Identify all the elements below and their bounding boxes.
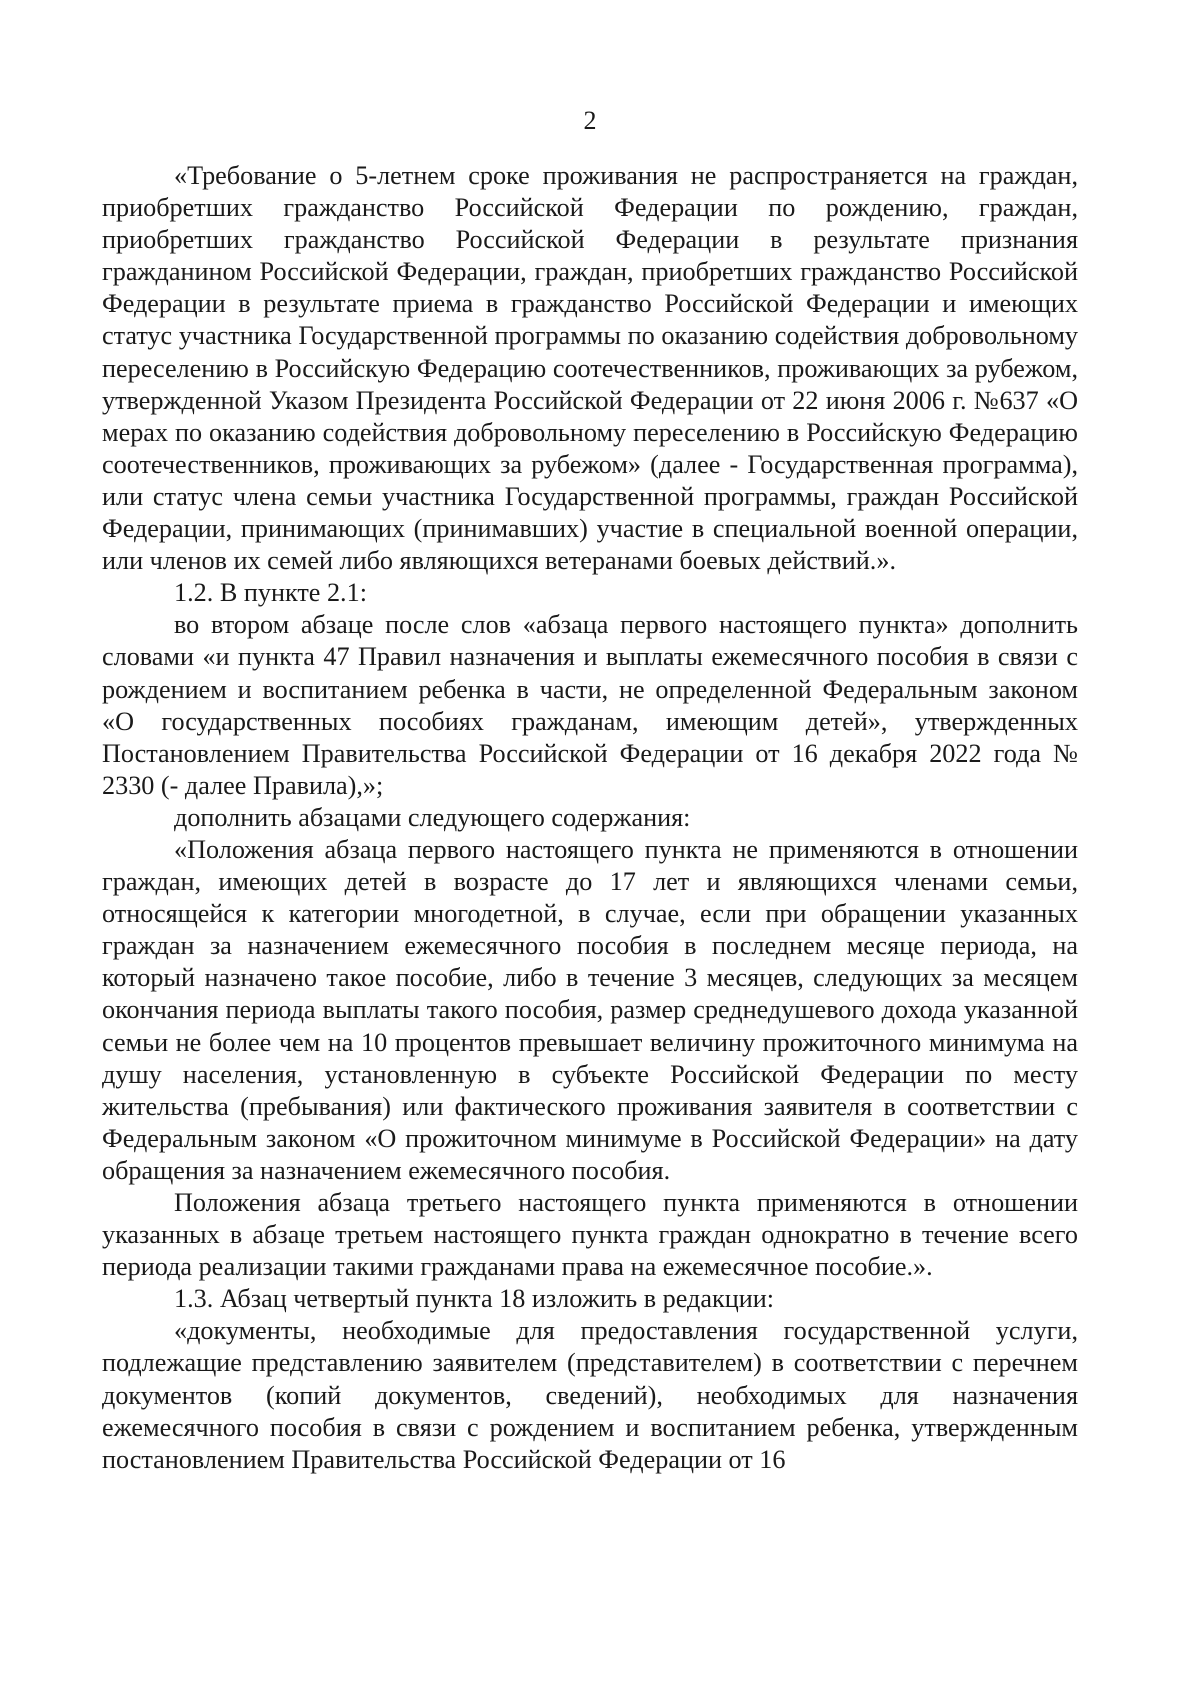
paragraph-item-1-2: 1.2. В пункте 2.1: (174, 578, 367, 608)
paragraph-third-abzac-provision: Положения абзаца третьего настоящего пункта применяются в отношении указанных в абзаце третьем настоящего пункта граждан однократно в течение всего периода реализации такими гражданами права на ежемесячное пособие.». (102, 1188, 1078, 1282)
paragraph-second-abzac-amendment: во втором абзаце после слов «абзаца первого настоящего пункта» дополнить словами «и пункта 47 Правил назначения и выплаты ежемесячного пособия в связи с рождением и воспитанием ребенка в части, не определенной Федеральным законом «О государственных пособиях гражданам, имеющим детей», утвержденных Постановлением Правительства Российской Федерации от 16 декабря 2022 года № 2330 (- далее Правила),»; (102, 610, 1078, 800)
paragraph-item-1-3: 1.3. Абзац четвертый пункта 18 изложить в редакции: (174, 1284, 775, 1314)
document-body (102, 160, 1078, 1476)
paragraph-documents-clause: «документы, необходимые для предоставления государственной услуги, подлежащие представлению заявителем (представителем) в соответствии с перечнем документов (копий документов, сведений), необходимых для назначения ежемесячного пособия в связи с рождением и воспитанием ребенка, утвержденным постановлением Правительства Российской Федерации от 16 (102, 1316, 1078, 1474)
paragraph-add-abzacs: дополнить абзацами следующего содержания: (174, 802, 691, 832)
paragraph-5-year-requirement: «Требование о 5-летнем сроке проживания не распространяется на граждан, приобретших гражданство Российской Федерации по рождению, граждан, приобретших гражданство Российской Федерации в результате признания гражданином Российской Федерации, граждан, приобретших гражданство Российской Федерации в результате приема в гражданство Российской Федерации и имеющих статус участника Государственной программы по оказанию содействия добровольному переселению в Российскую Федерацию соотечественников, проживающих за рубежом, утвержденной Указом Президента Российской Федерации от 22 июня 2006 г. №637 «О мерах по оказанию содействия добровольному переселению в Российскую Федерацию соотечественников, проживающих за рубежом» (далее - Государственная программа), или статус члена семьи участника Государственной программы, граждан Российской Федерации, принимающих (принимавших) участие в специальной военной операции, или членов их семей либо являющихся ветеранами боевых действий.». (102, 161, 1078, 576)
page-number: 2 (583, 106, 597, 135)
paragraph-large-family-provision: «Положения абзаца первого настоящего пункта не применяются в отношении граждан, имеющих детей в возрасте до 17 лет и являющихся членами семьи, относящейся к категории многодетной, в случае, если при обращении указанных граждан за назначением ежемесячного пособия в последнем месяце периода, на который назначено такое пособие, либо в течение 3 месяцев, следующих за месяцем окончания периода выплаты такого пособия, размер среднедушевого дохода указанной семьи не более чем на 10 процентов превышает величину прожиточного минимума на душу населения, установленную в субъекте Российской Федерации по месту жительства (пребывания) или фактического проживания заявителя в соответствии с Федеральным законом «О прожиточном минимуме в Российской Федерации» на дату обращения за назначением ежемесячного пособия. (102, 834, 1078, 1185)
